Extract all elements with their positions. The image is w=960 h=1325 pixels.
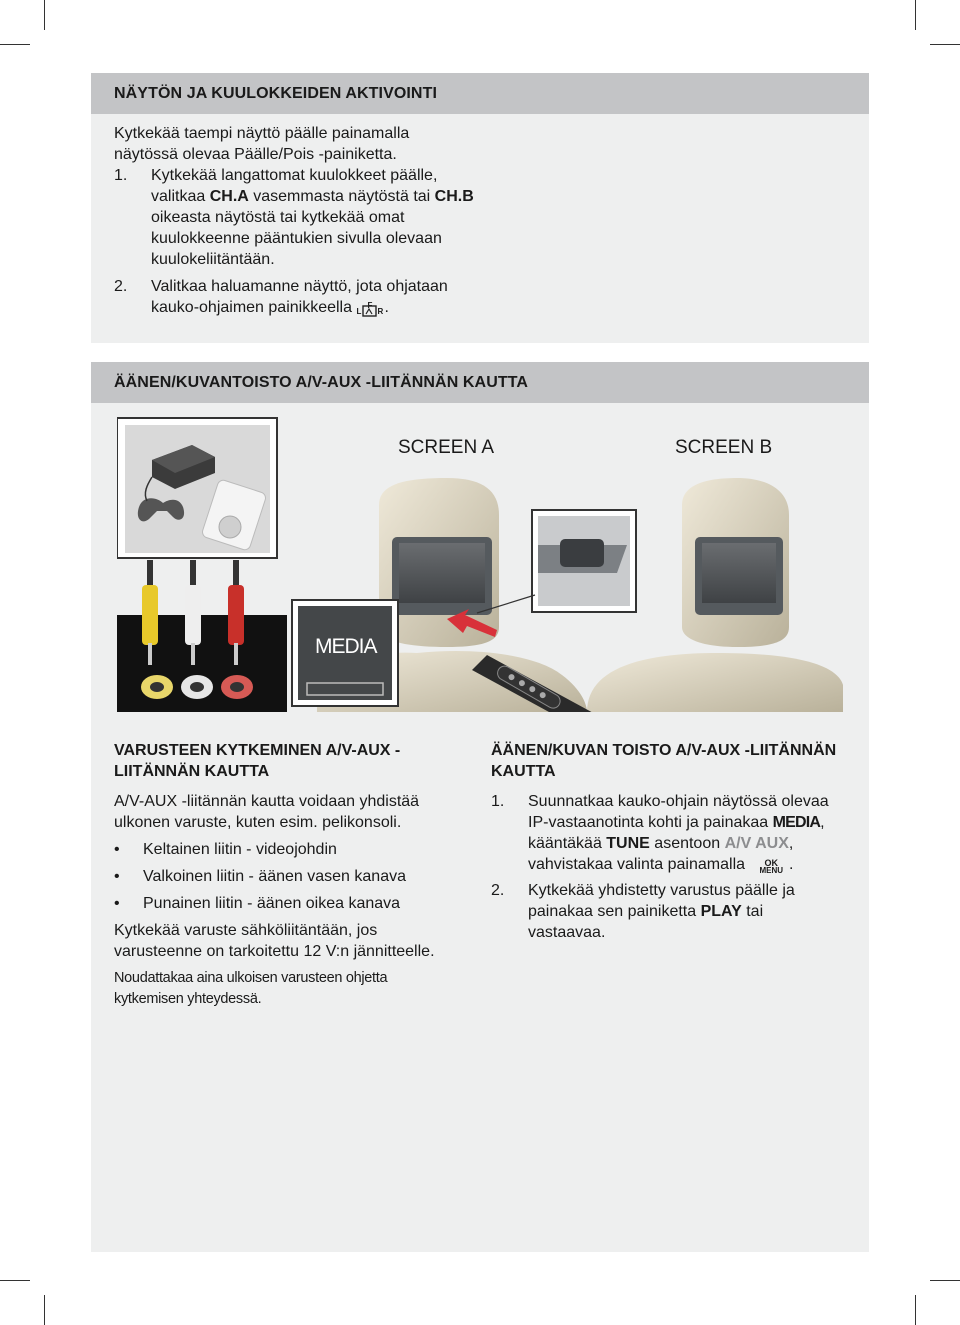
connector-list [114, 839, 459, 914]
button-label-f: F [367, 301, 373, 310]
ok-menu-icon [759, 859, 783, 875]
crop-mark [915, 0, 916, 30]
menu-label: MENU [759, 866, 784, 875]
crop-mark [0, 1280, 30, 1281]
crop-mark [915, 1295, 916, 1325]
lfr-selector-icon [356, 298, 384, 318]
step-number: 1. [114, 167, 128, 184]
step-text: Kytkekää langattomat kuulokkeet päälle, valitkaa [151, 167, 438, 205]
button-label-r: R [377, 307, 384, 316]
playback-steps [491, 791, 839, 943]
illustration [117, 415, 843, 712]
list-item: • Punainen liitin - äänen oikea kanava [114, 893, 459, 914]
channel-a-label: CH.A [209, 188, 249, 205]
channel-b-label: CH.B [434, 188, 474, 205]
activation-intro: Kytkekää taempi näyttö päälle painamalla näytössä olevaa Päälle/Pois -painiketta. [114, 125, 410, 163]
av-aux-ref: A/V AUX [724, 835, 789, 852]
seat-right-icon [587, 653, 843, 712]
step-text: asentoon [649, 835, 725, 852]
selector-box-icon [362, 305, 378, 317]
crop-mark [930, 44, 960, 45]
button-label-l: L [356, 307, 362, 316]
playback-step-2 [491, 880, 839, 943]
step-text: Suunnatkaa kauko-ohjain näytössä olevaa IP-vastaanotinta kohti ja painakaa [528, 793, 829, 831]
right-column [491, 740, 839, 943]
left-heading: VARUSTEEN KYTKEMINEN A/V-AUX -LIITÄNNÄN KAUTTA [114, 742, 401, 780]
crop-mark [0, 44, 30, 45]
screen-a-label: SCREEN A [398, 437, 495, 458]
crop-mark [44, 0, 45, 30]
left-paragraph-2: Kytkekää varuste sähköliitäntään, jos varusteenne on tarkoitettu 12 V:n jännitteelle. [114, 922, 435, 960]
activation-header: NÄYTÖN JA KUULOKKEIDEN AKTIVOINTI [91, 73, 869, 114]
activation-steps [114, 165, 474, 318]
crop-mark [930, 1280, 960, 1281]
list-item: • Valkoinen liitin - äänen vasen kanava [114, 866, 459, 887]
aux-port-icon [560, 539, 604, 567]
left-paragraph-1: A/V-AUX -liitännän kautta voidaan yhdistää ulkonen varuste, kuten esim. pelikonsoli. [114, 793, 420, 831]
step-number: 2. [114, 278, 128, 295]
media-button-label: MEDIA [315, 635, 377, 658]
step-number: 1. [491, 793, 505, 810]
step-text: . [384, 299, 389, 316]
step-text: Kytkekää yhdistetty varustus päälle ja painakaa sen painiketta [528, 882, 795, 920]
illustration-svg [117, 415, 843, 712]
step-text: tai vastaavaa. [528, 903, 764, 941]
step-text: Valitkaa haluamanne näyttö, jota ohjataan kauko-ohjaimen painikkeella [151, 278, 448, 316]
step-number: 2. [491, 882, 505, 899]
tune-ref: TUNE [606, 835, 650, 852]
activation-step-2 [114, 276, 474, 318]
screen-b-label: SCREEN B [675, 437, 773, 458]
screen-b-display [702, 543, 776, 603]
step-text: oikeasta näytöstä tai kytkekää omat kuulokkeenne pääntukien sivulla olevaan kuulokeliitäntään. [151, 209, 442, 268]
av-aux-header: ÄÄNEN/KUVANTOISTO A/V-AUX -LIITÄNNÄN KAUTTA [91, 362, 869, 403]
list-item: • Keltainen liitin - videojohdin [114, 839, 459, 860]
left-note: Noudattakaa aina ulkoisen varusteen ohjetta kytkemisen yhteydessä. [114, 970, 388, 1007]
activation-panel [91, 73, 869, 343]
step-text: vasemmasta näytöstä tai [248, 188, 435, 205]
activation-step-1 [114, 165, 474, 270]
right-heading: ÄÄNEN/KUVAN TOISTO A/V-AUX -LIITÄNNÄN KAUTTA [491, 742, 837, 780]
media-button-ref: MEDIA [772, 814, 821, 831]
av-aux-panel [91, 362, 869, 1252]
activation-body [114, 123, 474, 318]
ok-label: OK [764, 858, 778, 868]
play-ref: PLAY [700, 903, 742, 920]
step-text: . [789, 856, 794, 873]
left-column [114, 740, 459, 1010]
crop-mark [44, 1295, 45, 1325]
step-text: , vahvistakaa valinta painamalla [528, 835, 794, 873]
screen-a-display [399, 543, 485, 603]
step-text: , kääntäkää [528, 814, 825, 852]
playback-step-1 [491, 791, 839, 875]
